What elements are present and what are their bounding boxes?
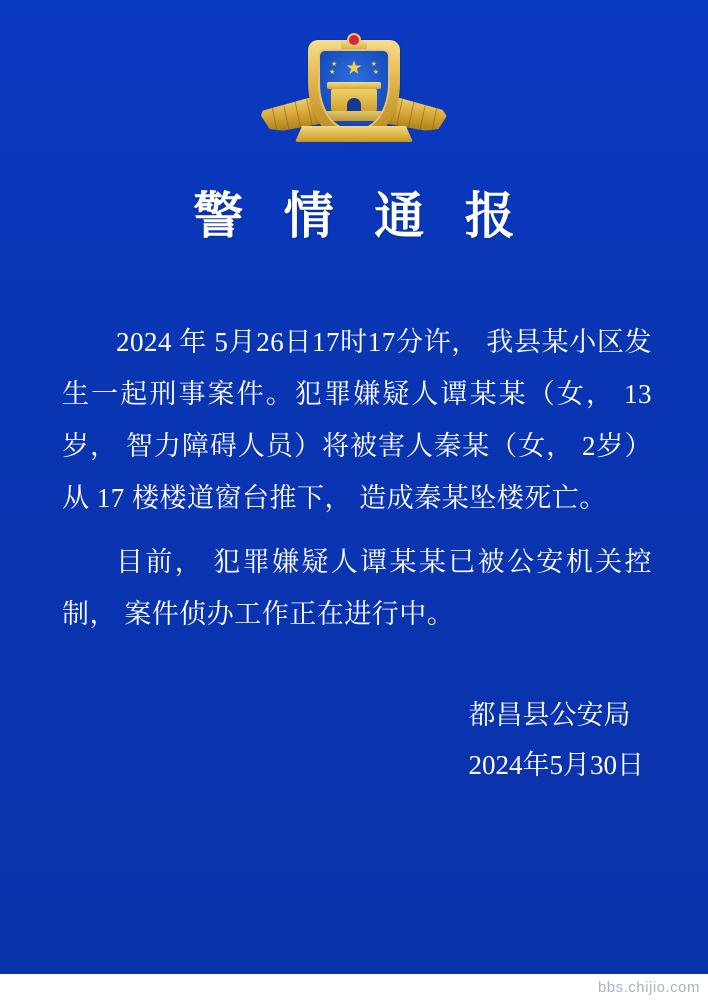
emblem-container	[0, 34, 708, 159]
emblem-gate-icon	[331, 89, 377, 111]
emblem-star-icon: ★	[345, 58, 363, 79]
emblem-ribbon-icon	[295, 126, 413, 142]
emblem-shield-icon	[308, 40, 400, 142]
emblem-shield-inner	[318, 49, 390, 131]
emblem-small-stars-icon: ★ ★ ★ ★	[329, 60, 379, 76]
signature-organization: 都昌县公安局	[468, 700, 631, 730]
notice-paragraph-1: 2024 年 5月26日17时17分许， 我县某小区发生一起刑事案件。犯罪嫌疑人谭某某（女， 13岁， 智力障碍人员）将被害人秦某（女， 2岁）从 17 楼楼道窗台推下， 造成秦某坠楼死亡。	[62, 327, 652, 513]
signature-block	[469, 690, 645, 790]
emblem-wave-icon	[320, 111, 388, 121]
page-title: 警 情 通 报	[193, 188, 529, 244]
china-police-emblem-icon	[259, 34, 449, 159]
watermark-text: bbs.chijio.com	[597, 979, 700, 996]
signature-date: 2024年5月30日	[468, 750, 644, 780]
notice-paragraph-2: 目前， 犯罪嫌疑人谭某某已被公安机关控制， 案件侦办工作正在进行中。	[62, 547, 652, 629]
notice-body	[62, 316, 652, 648]
